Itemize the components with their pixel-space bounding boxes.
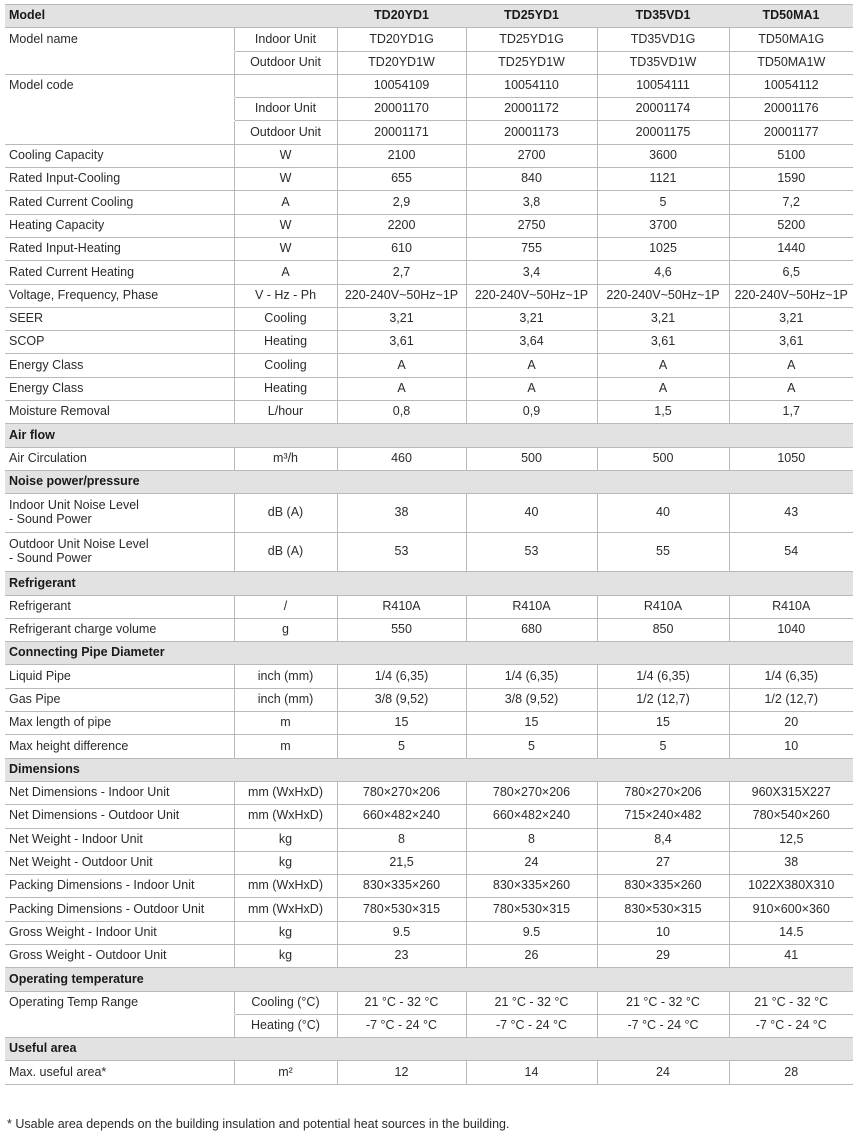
row-label: Operating Temp Range (5, 991, 234, 1014)
row-unit: W (234, 237, 337, 260)
spec-row (5, 121, 853, 144)
value-cell: A (466, 354, 597, 377)
header-unit-cell (234, 5, 337, 28)
footnote: * Usable area depends on the building insulation and potential heat sources in the building. (7, 1117, 510, 1131)
header-model-2: TD25YD1 (504, 8, 559, 23)
value-cell: 43 (729, 494, 853, 533)
spec-row (5, 28, 853, 51)
value-cell: 40 (466, 494, 597, 533)
value-cell: 1040 (729, 618, 853, 641)
value-cell: 2750 (466, 214, 597, 237)
spec-row (5, 781, 853, 804)
row-label: Net Dimensions - Outdoor Unit (9, 808, 180, 823)
value-cell: 24 (597, 1061, 729, 1084)
row-unit: Cooling (234, 307, 337, 330)
value-cell: 27 (597, 851, 729, 874)
value-cell: 3,64 (466, 331, 597, 354)
spec-row (5, 377, 853, 400)
row-label: Voltage, Frequency, Phase (9, 287, 159, 302)
value-cell: 850 (597, 618, 729, 641)
value-cell: 3,4 (466, 261, 597, 284)
section-title: Refrigerant (5, 572, 853, 595)
value-cell: 610 (337, 237, 466, 260)
value-cell: R410A (597, 595, 729, 618)
value-cell: 840 (466, 168, 597, 191)
spec-row (5, 168, 853, 191)
section-header-row (5, 968, 853, 991)
row-label: Cooling Capacity (9, 148, 104, 163)
value-cell: 8,4 (597, 828, 729, 851)
value-cell: A (597, 377, 729, 400)
value-cell: TD35VD1W (597, 51, 729, 74)
value-cell: 20001173 (466, 121, 597, 144)
value-cell: 40 (597, 494, 729, 533)
row-label: Gross Weight - Indoor Unit (9, 924, 157, 939)
row-label: Model code (5, 74, 234, 97)
value-cell: 24 (466, 851, 597, 874)
spec-row (5, 665, 853, 688)
row-unit: dB (A) (234, 533, 337, 572)
spec-row (5, 74, 853, 97)
spec-row (5, 712, 853, 735)
value-cell: 830×335×260 (466, 875, 597, 898)
spec-row (5, 191, 853, 214)
value-cell: 41 (729, 944, 853, 967)
value-cell: 1050 (729, 447, 853, 470)
value-cell: 1022X380X310 (729, 875, 853, 898)
spec-row (5, 261, 853, 284)
row-unit: mm (WxHxD) (234, 898, 337, 921)
row-unit: mm (WxHxD) (234, 875, 337, 898)
spec-row (5, 533, 853, 572)
value-cell: 10 (597, 921, 729, 944)
value-cell: 14.5 (729, 921, 853, 944)
value-cell: 830×335×260 (597, 875, 729, 898)
value-cell: 220-240V~50Hz~1P (597, 284, 729, 307)
value-cell: TD20YD1G (337, 28, 466, 51)
value-cell: 55 (597, 533, 729, 572)
row-unit: W (234, 144, 337, 167)
value-cell: 1/2 (12,7) (597, 688, 729, 711)
row-label (5, 1014, 234, 1037)
value-cell: 660×482×240 (466, 805, 597, 828)
value-cell: 780×530×315 (466, 898, 597, 921)
value-cell: 3,21 (466, 307, 597, 330)
row-label: Max length of pipe (9, 715, 112, 730)
spec-row (5, 618, 853, 641)
header-model-1: TD20YD1 (374, 8, 429, 23)
value-cell: 1,5 (597, 401, 729, 424)
row-unit: Cooling (°C) (234, 991, 337, 1014)
value-cell: 1/4 (6,35) (337, 665, 466, 688)
row-label (5, 98, 234, 121)
spec-row (5, 284, 853, 307)
value-cell: 20 (729, 712, 853, 735)
value-cell: 3,8 (466, 191, 597, 214)
row-unit: mm (WxHxD) (234, 805, 337, 828)
spec-row (5, 898, 853, 921)
value-cell: 6,5 (729, 261, 853, 284)
row-unit: V - Hz - Ph (234, 284, 337, 307)
value-cell: 220-240V~50Hz~1P (466, 284, 597, 307)
row-label: Rated Input-Heating (9, 241, 121, 256)
value-cell: R410A (729, 595, 853, 618)
value-cell: 830×530×315 (597, 898, 729, 921)
value-cell: 3,21 (597, 307, 729, 330)
row-unit: Indoor Unit (234, 98, 337, 121)
value-cell: TD25YD1W (466, 51, 597, 74)
section-title: Noise power/pressure (5, 470, 853, 493)
row-unit: inch (mm) (234, 665, 337, 688)
value-cell: 5200 (729, 214, 853, 237)
value-cell: 1/2 (12,7) (729, 688, 853, 711)
value-cell: 1440 (729, 237, 853, 260)
row-label: Packing Dimensions - Indoor Unit (9, 878, 195, 893)
row-label: Net Weight - Indoor Unit (9, 831, 143, 846)
section-header-row (5, 470, 853, 493)
spec-row (5, 331, 853, 354)
row-unit: Heating (234, 377, 337, 400)
section-header-row (5, 1038, 853, 1061)
row-label (5, 121, 234, 144)
spec-table (5, 4, 853, 1085)
row-label: Indoor Unit Noise Level - Sound Power (9, 498, 139, 527)
row-unit: Indoor Unit (234, 28, 337, 51)
value-cell: 3,61 (597, 331, 729, 354)
row-unit: kg (234, 921, 337, 944)
value-cell: 780×270×206 (597, 781, 729, 804)
header-model-3: TD35VD1 (635, 8, 691, 23)
value-cell: -7 °C - 24 °C (729, 1014, 853, 1037)
value-cell: 20001175 (597, 121, 729, 144)
spec-row (5, 237, 853, 260)
section-header-row (5, 572, 853, 595)
row-unit: L/hour (234, 401, 337, 424)
spec-row (5, 851, 853, 874)
value-cell: 20001177 (729, 121, 853, 144)
value-cell: 8 (337, 828, 466, 851)
value-cell: 5 (337, 735, 466, 758)
value-cell: 9.5 (337, 921, 466, 944)
value-cell: 29 (597, 944, 729, 967)
header-row (5, 5, 853, 28)
spec-row (5, 805, 853, 828)
row-unit: W (234, 214, 337, 237)
row-unit: Outdoor Unit (234, 121, 337, 144)
value-cell: 1590 (729, 168, 853, 191)
row-label: Gas Pipe (9, 691, 61, 706)
row-label: Refrigerant (9, 598, 71, 613)
row-unit: m³/h (234, 447, 337, 470)
value-cell: 12 (337, 1061, 466, 1084)
value-cell: 21,5 (337, 851, 466, 874)
row-unit: g (234, 618, 337, 641)
spec-row (5, 494, 853, 533)
value-cell: 10054111 (597, 74, 729, 97)
value-cell: 38 (337, 494, 466, 533)
value-cell: 960X315X227 (729, 781, 853, 804)
value-cell: 21 °C - 32 °C (729, 991, 853, 1014)
row-unit: A (234, 261, 337, 284)
value-cell: 3700 (597, 214, 729, 237)
row-label: Packing Dimensions - Outdoor Unit (9, 901, 205, 916)
section-title: Air flow (5, 424, 853, 447)
value-cell: 54 (729, 533, 853, 572)
value-cell: 5100 (729, 144, 853, 167)
value-cell: 500 (597, 447, 729, 470)
value-cell: 3,61 (337, 331, 466, 354)
value-cell: 26 (466, 944, 597, 967)
spec-row (5, 944, 853, 967)
value-cell: 830×335×260 (337, 875, 466, 898)
spec-row (5, 1014, 853, 1037)
value-cell: TD50MA1G (729, 28, 853, 51)
row-label: Rated Current Cooling (9, 194, 134, 209)
spec-row (5, 875, 853, 898)
row-unit: Cooling (234, 354, 337, 377)
spec-row (5, 214, 853, 237)
value-cell: -7 °C - 24 °C (466, 1014, 597, 1037)
value-cell: 2200 (337, 214, 466, 237)
row-unit: m² (234, 1061, 337, 1084)
value-cell: 3600 (597, 144, 729, 167)
row-unit: Outdoor Unit (234, 51, 337, 74)
value-cell: 7,2 (729, 191, 853, 214)
value-cell: TD50MA1W (729, 51, 853, 74)
row-label: Air Circulation (9, 450, 87, 465)
row-label: Net Dimensions - Indoor Unit (9, 785, 170, 800)
value-cell: 28 (729, 1061, 853, 1084)
value-cell: 780×270×206 (466, 781, 597, 804)
value-cell: 10 (729, 735, 853, 758)
value-cell: 3/8 (9,52) (466, 688, 597, 711)
value-cell: 2,9 (337, 191, 466, 214)
row-label: SEER (9, 311, 44, 326)
value-cell: R410A (466, 595, 597, 618)
value-cell: 15 (466, 712, 597, 735)
value-cell: R410A (337, 595, 466, 618)
row-label: Model name (5, 28, 234, 51)
value-cell: 1/4 (6,35) (729, 665, 853, 688)
row-unit: inch (mm) (234, 688, 337, 711)
row-unit: m (234, 712, 337, 735)
value-cell: 2,7 (337, 261, 466, 284)
row-unit: / (234, 595, 337, 618)
section-header-row (5, 642, 853, 665)
value-cell: 20001171 (337, 121, 466, 144)
value-cell: 2700 (466, 144, 597, 167)
value-cell: TD20YD1W (337, 51, 466, 74)
value-cell: A (597, 354, 729, 377)
value-cell: 780×270×206 (337, 781, 466, 804)
section-title: Useful area (5, 1038, 853, 1061)
value-cell: -7 °C - 24 °C (337, 1014, 466, 1037)
value-cell: 3/8 (9,52) (337, 688, 466, 711)
row-unit (234, 74, 337, 97)
header-model-label: Model (9, 8, 46, 23)
header-model-4: TD50MA1 (762, 8, 820, 23)
row-unit: W (234, 168, 337, 191)
value-cell: 460 (337, 447, 466, 470)
value-cell: 21 °C - 32 °C (466, 991, 597, 1014)
value-cell: 21 °C - 32 °C (597, 991, 729, 1014)
row-label: Net Weight - Outdoor Unit (9, 855, 153, 870)
value-cell: A (466, 377, 597, 400)
value-cell: 10054112 (729, 74, 853, 97)
value-cell: 3,21 (729, 307, 853, 330)
spec-row (5, 307, 853, 330)
spec-row (5, 735, 853, 758)
value-cell: 53 (466, 533, 597, 572)
value-cell: 780×530×315 (337, 898, 466, 921)
value-cell: A (729, 377, 853, 400)
value-cell: 780×540×260 (729, 805, 853, 828)
row-label: Gross Weight - Outdoor Unit (9, 948, 167, 963)
row-label: Max height difference (9, 738, 129, 753)
row-label: Liquid Pipe (9, 668, 71, 683)
row-unit: Heating (°C) (234, 1014, 337, 1037)
value-cell: 500 (466, 447, 597, 470)
spec-row (5, 447, 853, 470)
value-cell: 3,21 (337, 307, 466, 330)
row-label: Energy Class (9, 357, 84, 372)
value-cell: 220-240V~50Hz~1P (729, 284, 853, 307)
value-cell: 8 (466, 828, 597, 851)
row-label: Refrigerant charge volume (9, 622, 157, 637)
row-unit: kg (234, 828, 337, 851)
row-unit: kg (234, 851, 337, 874)
value-cell: 680 (466, 618, 597, 641)
value-cell: 12,5 (729, 828, 853, 851)
row-label: Rated Current Heating (9, 264, 135, 279)
spec-row (5, 921, 853, 944)
section-header-row (5, 424, 853, 447)
value-cell: 15 (597, 712, 729, 735)
value-cell: 20001170 (337, 98, 466, 121)
spec-row (5, 595, 853, 618)
section-header-row (5, 758, 853, 781)
spec-row (5, 401, 853, 424)
section-title: Connecting Pipe Diameter (5, 642, 853, 665)
row-unit: A (234, 191, 337, 214)
value-cell: 2100 (337, 144, 466, 167)
value-cell: 550 (337, 618, 466, 641)
value-cell: 53 (337, 533, 466, 572)
spec-row (5, 1061, 853, 1084)
value-cell: 3,61 (729, 331, 853, 354)
value-cell: A (337, 354, 466, 377)
value-cell: 1,7 (729, 401, 853, 424)
value-cell: 5 (466, 735, 597, 758)
value-cell: 20001176 (729, 98, 853, 121)
value-cell: 660×482×240 (337, 805, 466, 828)
row-label: Outdoor Unit Noise Level - Sound Power (9, 537, 149, 566)
value-cell: 1025 (597, 237, 729, 260)
spec-row (5, 991, 853, 1014)
row-label: Heating Capacity (9, 217, 105, 232)
value-cell: 1121 (597, 168, 729, 191)
row-unit: m (234, 735, 337, 758)
row-unit: Heating (234, 331, 337, 354)
row-unit: mm (WxHxD) (234, 781, 337, 804)
value-cell: 0,8 (337, 401, 466, 424)
value-cell: -7 °C - 24 °C (597, 1014, 729, 1037)
value-cell: 20001174 (597, 98, 729, 121)
row-label: Energy Class (9, 381, 84, 396)
row-label (5, 51, 234, 74)
value-cell: TD25YD1G (466, 28, 597, 51)
row-label: Max. useful area* (9, 1064, 107, 1079)
value-cell: 755 (466, 237, 597, 260)
row-unit: dB (A) (234, 494, 337, 533)
spec-row (5, 828, 853, 851)
value-cell: 21 °C - 32 °C (337, 991, 466, 1014)
spec-row (5, 354, 853, 377)
value-cell: 4,6 (597, 261, 729, 284)
value-cell: 5 (597, 735, 729, 758)
value-cell: 14 (466, 1061, 597, 1084)
value-cell: 10054109 (337, 74, 466, 97)
value-cell: 655 (337, 168, 466, 191)
spec-row (5, 51, 853, 74)
value-cell: 20001172 (466, 98, 597, 121)
value-cell: 5 (597, 191, 729, 214)
value-cell: TD35VD1G (597, 28, 729, 51)
section-title: Dimensions (5, 758, 853, 781)
row-label: Rated Input-Cooling (9, 171, 121, 186)
row-label: Moisture Removal (9, 404, 110, 419)
value-cell: 10054110 (466, 74, 597, 97)
row-unit: kg (234, 944, 337, 967)
spec-row (5, 98, 853, 121)
value-cell: 220-240V~50Hz~1P (337, 284, 466, 307)
value-cell: A (337, 377, 466, 400)
spec-body (5, 28, 853, 1084)
section-title: Operating temperature (5, 968, 853, 991)
value-cell: 0,9 (466, 401, 597, 424)
value-cell: 1/4 (6,35) (466, 665, 597, 688)
spec-row (5, 144, 853, 167)
value-cell: 23 (337, 944, 466, 967)
value-cell: 910×600×360 (729, 898, 853, 921)
spec-row (5, 688, 853, 711)
value-cell: 9.5 (466, 921, 597, 944)
value-cell: 715×240×482 (597, 805, 729, 828)
value-cell: 1/4 (6,35) (597, 665, 729, 688)
value-cell: 15 (337, 712, 466, 735)
value-cell: A (729, 354, 853, 377)
value-cell: 38 (729, 851, 853, 874)
row-label: SCOP (9, 334, 45, 349)
